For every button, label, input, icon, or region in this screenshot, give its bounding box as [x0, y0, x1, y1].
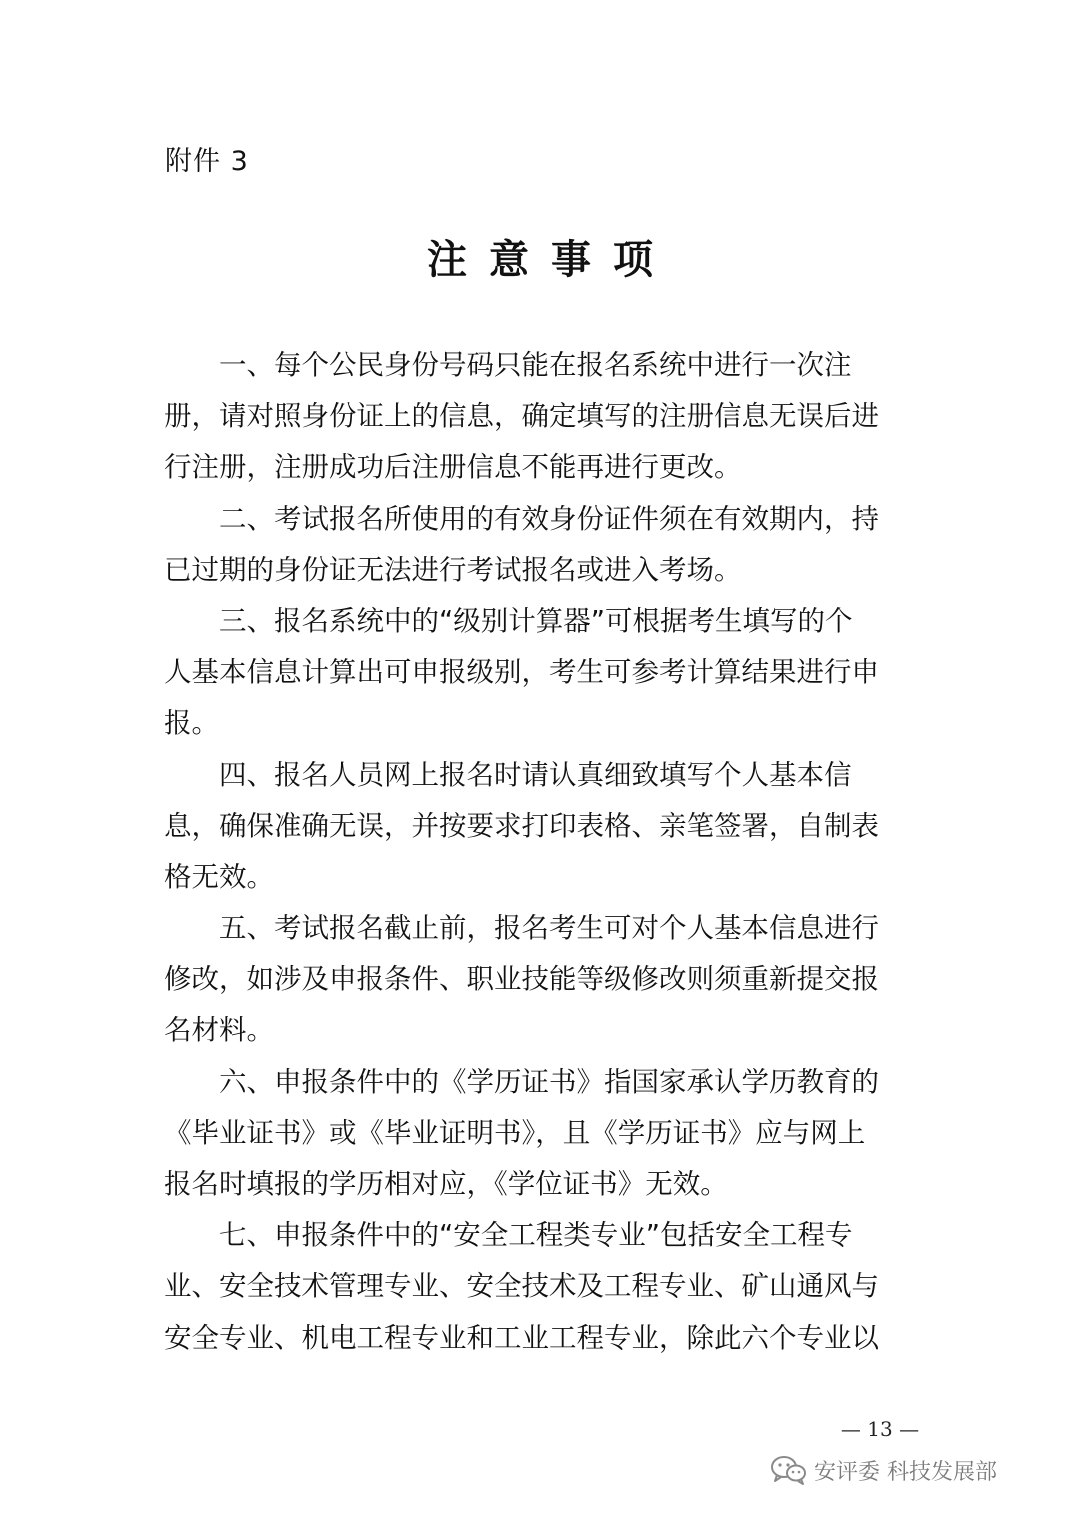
body-line: 安全专业、机电工程专业和工业工程专业，除此六个专业以: [164, 1321, 879, 1354]
body-line: 报。: [164, 707, 219, 740]
body-line: 业、安全技术管理专业、安全技术及工程专业、矿山通风与: [164, 1270, 879, 1303]
body-line: 四、报名人员网上报名时请认真细致填写个人基本信: [164, 758, 852, 791]
body-line: 三、报名系统中的“级别计算器”可根据考生填写的个: [164, 604, 853, 637]
page-number: — 13 —: [840, 1417, 920, 1441]
body-line: 修改，如涉及申报条件、职业技能等级修改则须重新提交报: [164, 963, 879, 996]
body-line: 六、申报条件中的《学历证书》指国家承认学历教育的: [164, 1065, 879, 1098]
watermark: [770, 1450, 1060, 1490]
watermark-text: 安评委 科技发展部: [814, 1459, 997, 1485]
attachment-label: 附件 3: [165, 146, 249, 177]
body-line: 名材料。: [164, 1014, 274, 1047]
body-line: 息，确保准确无误，并按要求打印表格、亲笔签署，自制表: [164, 809, 879, 842]
body-line: 已过期的身份证无法进行考试报名或进入考场。: [164, 553, 742, 586]
body-line: 人基本信息计算出可申报级别，考生可参考计算结果进行申: [164, 656, 879, 689]
document-body: [164, 340, 924, 1364]
body-line: 《毕业证书》或《毕业证明书》，且《学历证书》应与网上: [164, 1116, 866, 1149]
body-line: 一、每个公民身份号码只能在报名系统中进行一次注: [164, 349, 852, 381]
body-line: 二、考试报名所使用的有效身份证件须在有效期内，持: [164, 502, 879, 535]
document-title: 注意事项: [427, 236, 675, 283]
body-line: 册，请对照身份证上的信息，确定填写的注册信息无误后进: [164, 400, 879, 433]
body-line: 报名时填报的学历相对应，《学位证书》无效。: [164, 1168, 728, 1200]
body-line: 五、考试报名截止前，报名考生可对个人基本信息进行: [164, 912, 879, 945]
body-line: 七、申报条件中的“安全工程类专业”包括安全工程专: [164, 1219, 853, 1252]
body-line: 行注册，注册成功后注册信息不能再进行更改。: [164, 451, 742, 484]
wechat-icon: [770, 1454, 808, 1486]
body-line: 格无效。: [164, 860, 274, 893]
